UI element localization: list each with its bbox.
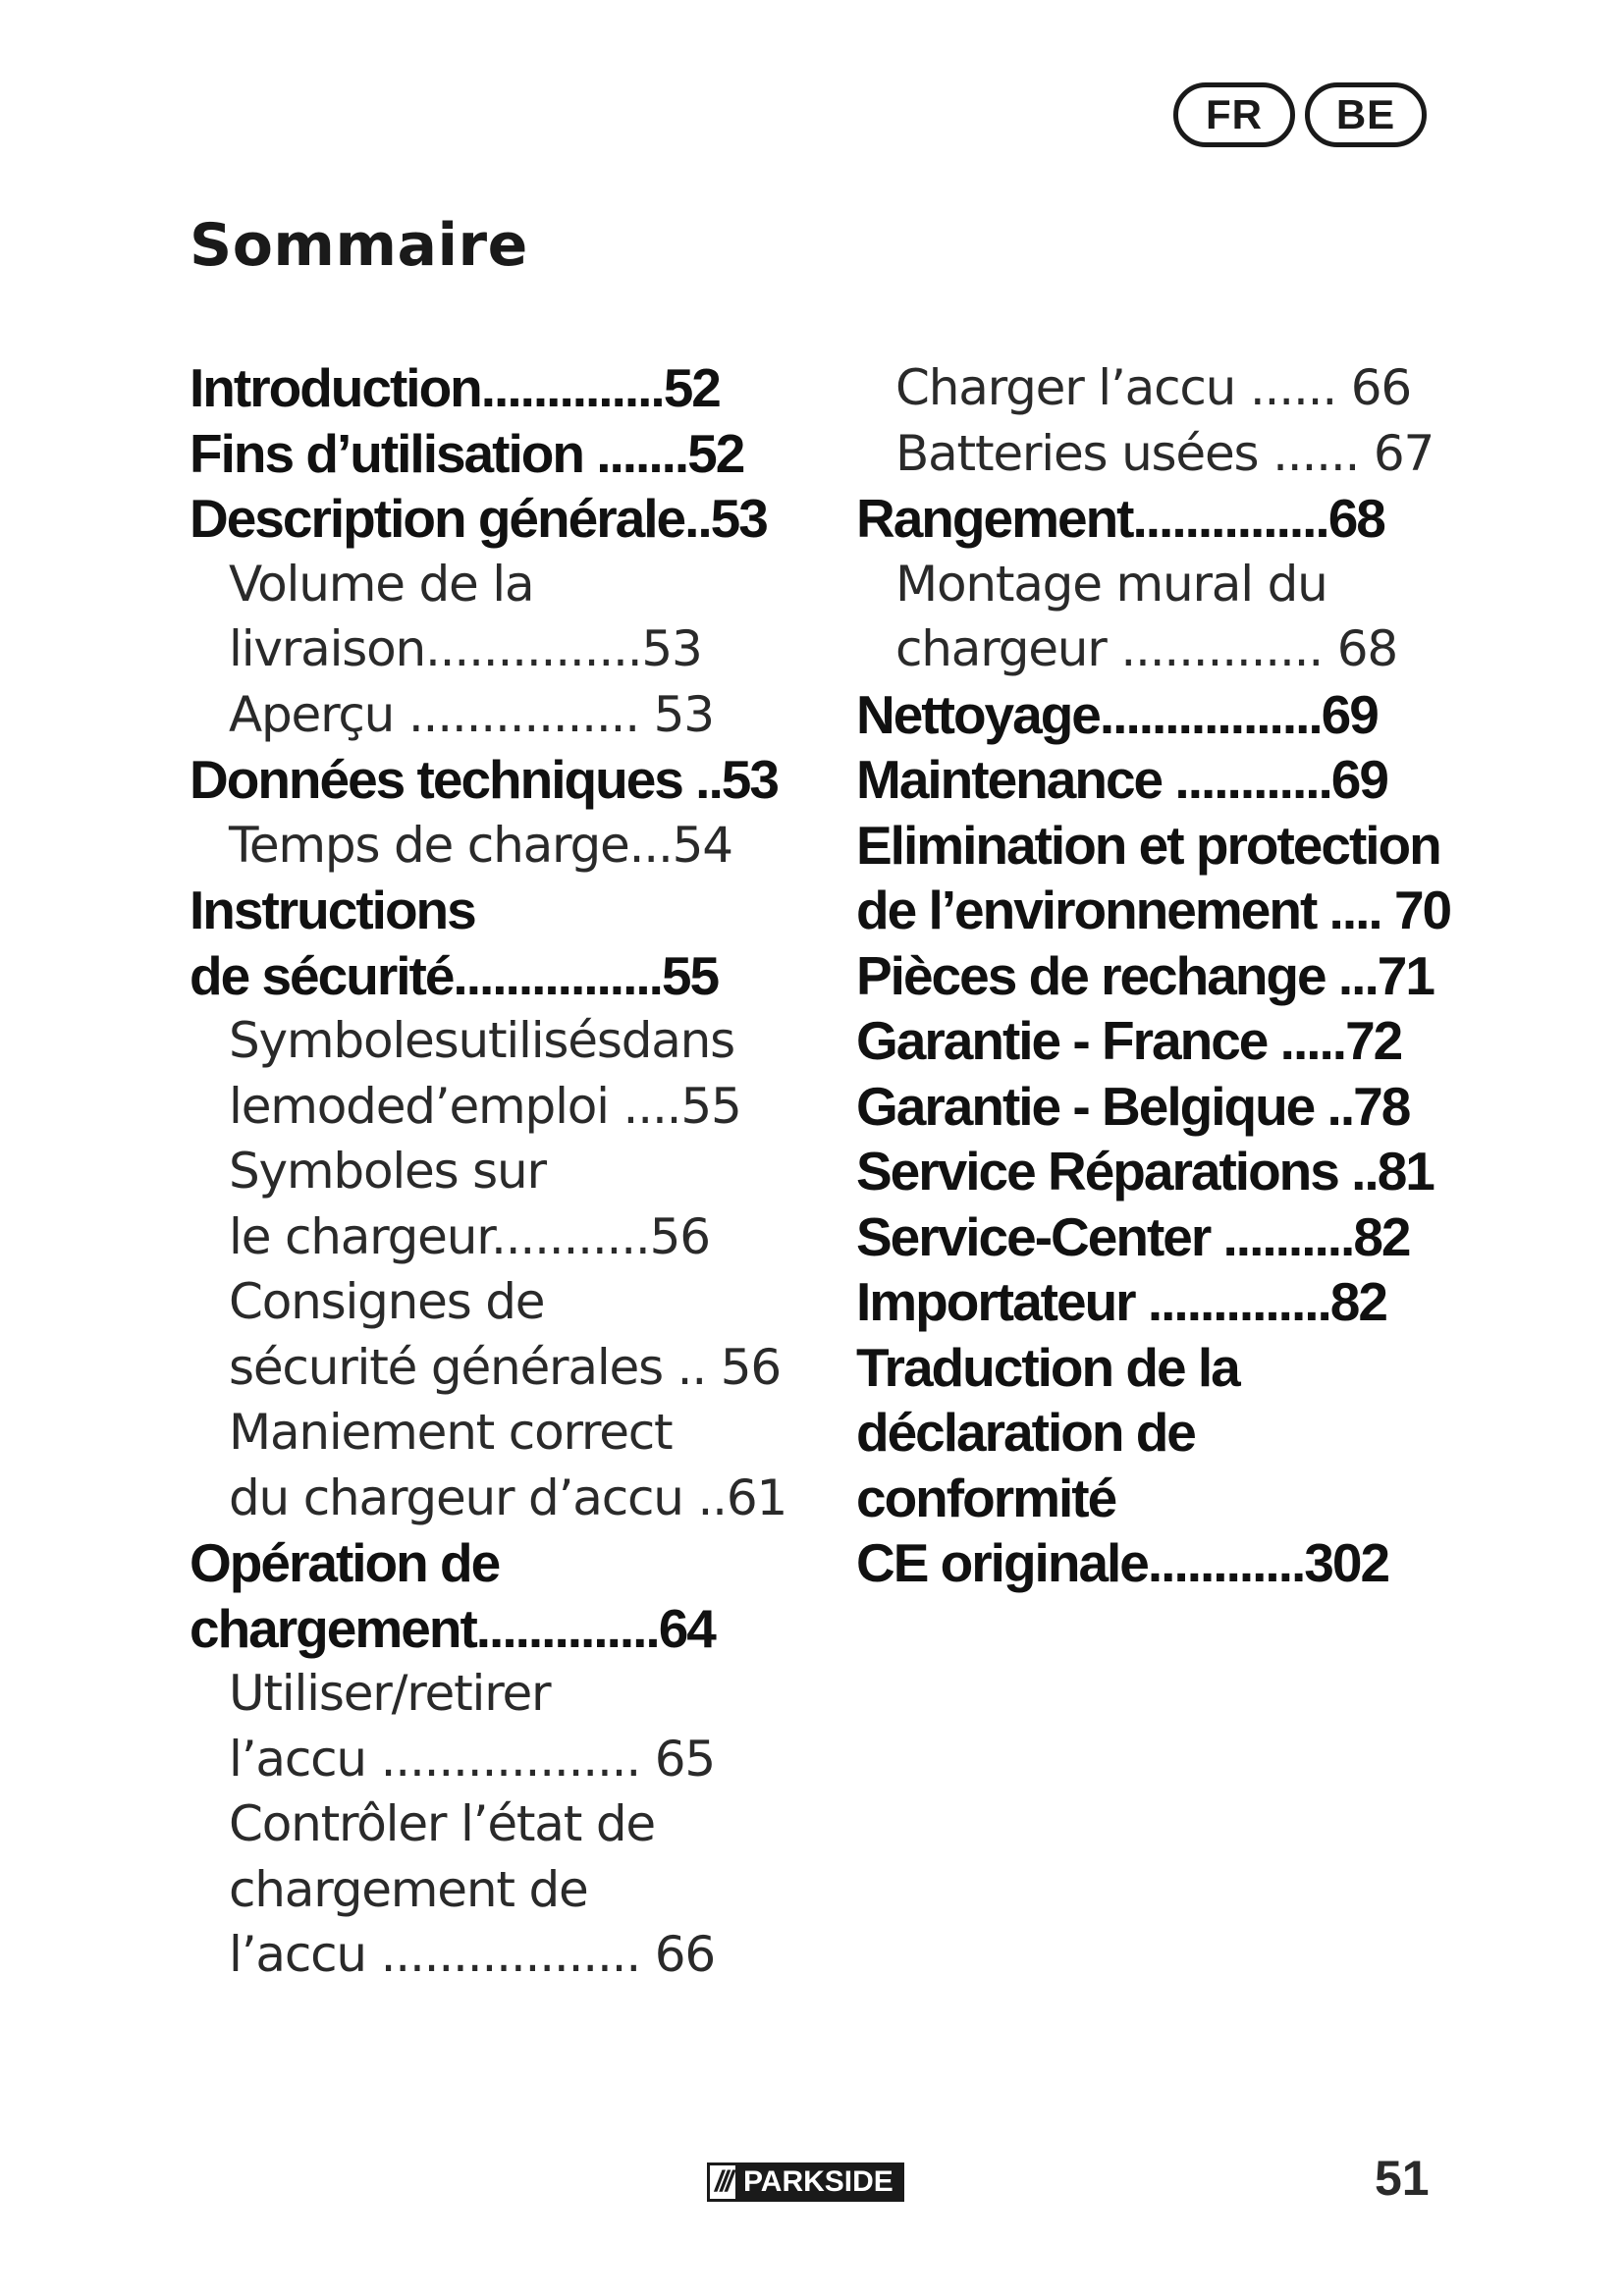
toc-section-entry: Opération de (189, 1532, 500, 1593)
toc-section-entry: Pièces de rechange ...71 (856, 944, 1434, 1006)
language-badge-fr: FR (1173, 82, 1295, 147)
toc-subsection-entry: Temps de charge...54 (229, 816, 732, 874)
toc-subsection-entry: Symbolesutilisésdans (229, 1012, 735, 1069)
toc-subsection-entry: sécurité générales .. 56 (229, 1338, 781, 1396)
toc-subsection-entry: Volume de la (229, 555, 534, 613)
page-title: Sommaire (189, 211, 528, 280)
toc-subsection-entry: l’accu .................. 66 (229, 1926, 715, 1983)
toc-section-entry: Importateur ..............82 (856, 1271, 1386, 1332)
toc-section-entry: Garantie - Belgique ..78 (856, 1075, 1410, 1137)
toc-section-entry: de l’environnement .... 70 (856, 880, 1451, 940)
toc-section-entry: Fins d’utilisation .......52 (189, 422, 744, 484)
language-badge-be: BE (1305, 82, 1427, 147)
toc-left-column (189, 355, 805, 1988)
toc-subsection-entry: Symboles sur (229, 1143, 546, 1200)
toc-section-entry: de sécurité................55 (189, 944, 719, 1006)
toc-subsection-entry: Charger l’accu ...... 66 (895, 359, 1411, 416)
language-badges (1173, 82, 1427, 147)
toc-section-entry: Garantie - France .....72 (856, 1010, 1402, 1071)
toc-section-entry: Service Réparations ..81 (856, 1141, 1434, 1201)
toc-subsection-entry: l’accu .................. 65 (229, 1730, 715, 1788)
toc-section-entry: déclaration de (856, 1402, 1195, 1463)
page-number: 51 (1375, 2151, 1430, 2206)
toc-subsection-entry: Montage mural du (895, 555, 1327, 613)
toc-section-entry: Instructions (189, 880, 475, 940)
toc-subsection-entry: Aperçu ................ 53 (229, 685, 714, 743)
toc-section-entry: Maintenance ............69 (856, 749, 1387, 810)
toc-subsection-entry: livraison...............53 (229, 620, 702, 677)
toc-subsection-entry: chargeur .............. 68 (895, 620, 1397, 677)
toc-section-entry: Description générale..53 (189, 488, 767, 549)
toc-section-entry: Nettoyage.................69 (856, 683, 1378, 745)
brand-logo-slashes: /// (710, 2165, 735, 2199)
toc-subsection-entry: Maniement correct (229, 1404, 673, 1461)
toc-subsection-entry: du chargeur d’accu ..61 (229, 1468, 787, 1526)
toc-section-entry: Données techniques ..53 (189, 749, 778, 810)
brand-logo (707, 2163, 904, 2202)
toc-section-entry: CE originale............302 (856, 1532, 1389, 1593)
toc-section-entry: Elimination et protection (856, 814, 1440, 876)
toc-subsection-entry: Consignes de (229, 1273, 545, 1330)
toc-section-entry: Rangement...............68 (856, 488, 1384, 549)
toc-subsection-entry: Contrôler l’état de (229, 1795, 655, 1852)
toc-subsection-entry: Utiliser/retirer (229, 1665, 551, 1722)
brand-logo-text: PARKSIDE (735, 2165, 901, 2199)
toc-right-column (856, 355, 1472, 1596)
toc-section-entry: Traduction de la (856, 1336, 1239, 1398)
toc-subsection-entry: chargement de (229, 1860, 588, 1918)
toc-section-entry: conformité (856, 1467, 1116, 1528)
toc-subsection-entry: le chargeur...........56 (229, 1207, 710, 1265)
toc-section-entry: Service-Center ..........82 (856, 1205, 1410, 1267)
toc-subsection-entry: Batteries usées ...... 67 (895, 424, 1435, 482)
toc-section-entry: Introduction..............52 (189, 357, 720, 418)
toc-section-entry: chargement..............64 (189, 1597, 715, 1659)
toc-subsection-entry: lemoded’emploi ....55 (229, 1077, 741, 1135)
